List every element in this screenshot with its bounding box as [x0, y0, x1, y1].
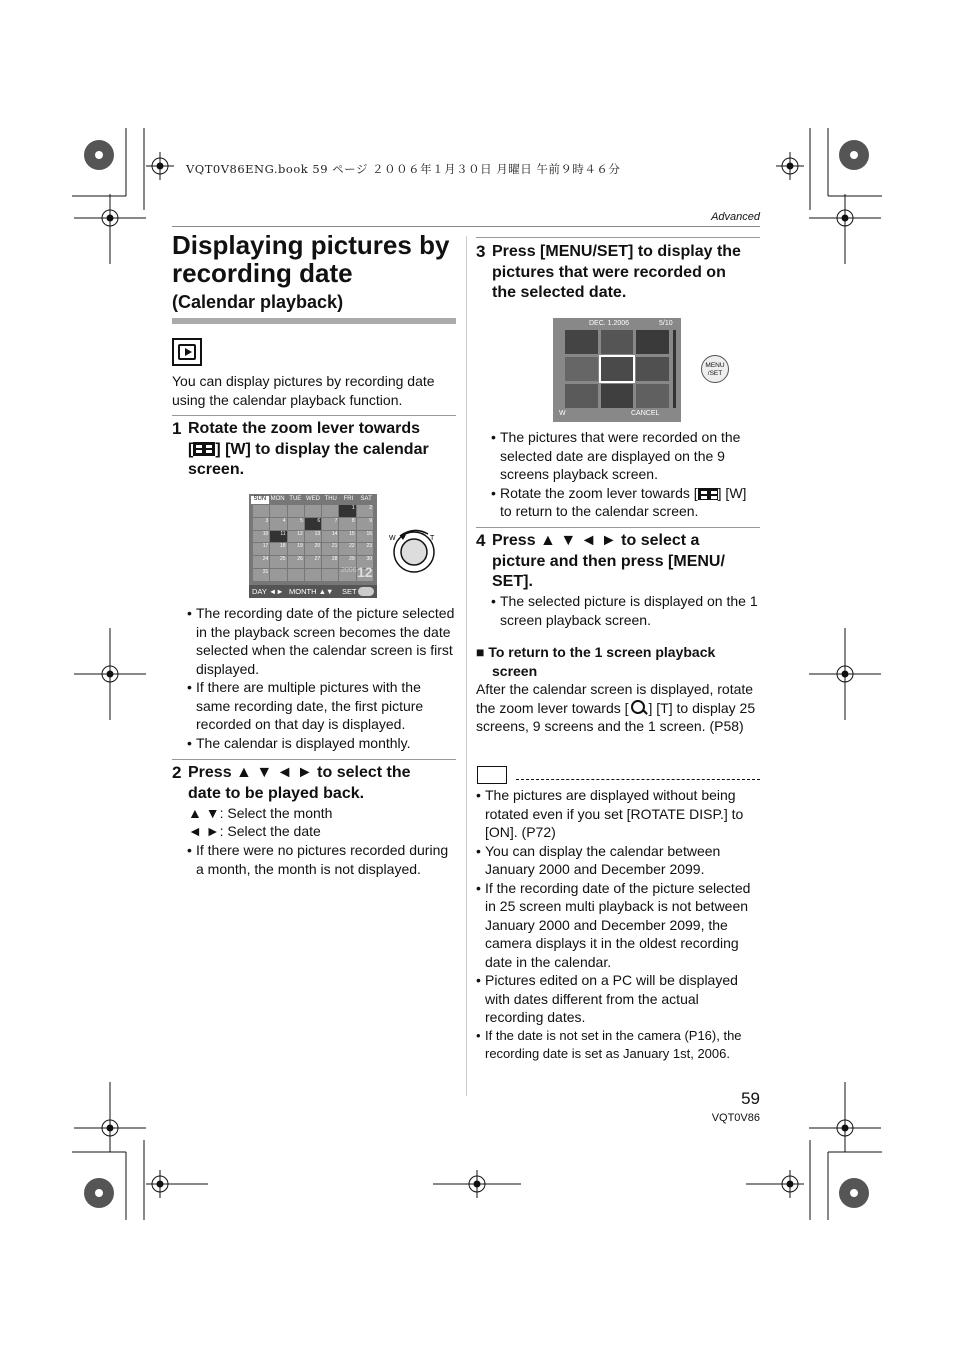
calendar-weekdays	[251, 496, 375, 504]
step-3	[476, 242, 766, 304]
calendar-day: 23	[357, 543, 373, 555]
weekday-label: THU	[324, 496, 337, 502]
column-divider	[466, 236, 467, 1096]
calendar-day: 3	[253, 518, 269, 530]
step-3-bullet: • The pictures that were recorded on the selected date are displayed on the 9 screens playback screen.	[491, 428, 759, 484]
thumbnail	[565, 357, 598, 381]
calendar-day: 1	[339, 505, 355, 517]
playback-mode-icon	[172, 338, 202, 366]
calendar-day	[288, 505, 304, 517]
footer-day-label: DAY	[252, 587, 267, 596]
step-2	[172, 763, 462, 804]
calendar-day: 30	[357, 556, 373, 568]
thumbnail	[601, 384, 634, 408]
step-4-line: SET].	[492, 573, 533, 590]
note-item: • The pictures are displayed without being rotated even if you set [ROTATE DISP.] to [ON]. (P72)	[476, 786, 760, 842]
note-item: • If the recording date of the picture selected in 25 screen multi playback is not between January 2000 and December 2099, the camera displays it in the oldest recording date in the calendar.	[476, 879, 760, 972]
return-heading-line: ■ To return to the 1 screen playback	[476, 644, 716, 660]
calendar-day: 9	[357, 518, 373, 530]
calendar-day: 29	[339, 556, 355, 568]
intro-text: You can display pictures by recording date using the calendar playback function.	[172, 373, 435, 408]
step-4-line: Press ▲ ▼ ◄ ► to select a	[492, 532, 700, 549]
screen-date: DEC. 1.2006	[589, 320, 630, 327]
calendar-day: 31	[253, 569, 269, 581]
calendar-day	[270, 505, 286, 517]
multi-playback-icon	[698, 488, 718, 500]
note-dashes	[516, 769, 760, 780]
calendar-day: 14	[322, 531, 338, 543]
page-title	[172, 231, 462, 287]
step-number: 3	[476, 242, 486, 261]
step-2-bullet: • If there were no pictures recorded during a month, the month is not displayed.	[187, 841, 455, 878]
step-1-bullet-list	[187, 604, 455, 752]
divider	[172, 759, 456, 760]
calendar-day: 2	[357, 505, 373, 517]
top-rule	[172, 226, 760, 227]
return-text-part: ] [T] to display 25 screens, 9 screens and the 1 screen. (P58)	[476, 699, 756, 734]
step-1-bullet: • If there are multiple pictures with the same recording date, the first picture recorded on that day is displayed.	[187, 678, 455, 734]
calendar-day: 7	[322, 518, 338, 530]
step-number: 1	[172, 419, 182, 438]
calendar-day	[322, 505, 338, 517]
menu-set-button: MENU /SET	[701, 355, 729, 383]
step-1-line: [	[188, 440, 194, 458]
step-3-bullet	[491, 484, 759, 521]
step-4-line: picture and then press [MENU/	[492, 552, 725, 570]
calendar-screen	[249, 494, 377, 598]
footer-month: MONTH ▲▼	[289, 587, 334, 596]
calendar-day: 22	[339, 543, 355, 555]
calendar-year: 2006	[341, 567, 357, 574]
calendar-day: 10	[253, 531, 269, 543]
screen-count: 5/10	[659, 320, 673, 327]
footer-set: SET	[342, 587, 357, 596]
thumbnail	[636, 357, 669, 381]
step-3-bullet-text: ] [W] to return to the calendar screen.	[500, 484, 747, 519]
calendar-day	[270, 569, 286, 581]
step-number: 2	[172, 763, 182, 782]
magnifier-icon	[631, 700, 645, 714]
updown-instruction: ▲ ▼: Select the month	[188, 805, 333, 821]
footer-month-label: MONTH	[289, 587, 317, 596]
thumbnail	[565, 330, 598, 354]
lever-w-label: W	[389, 535, 396, 542]
calendar-day: 18	[270, 543, 286, 555]
notes-list	[476, 786, 760, 1064]
model-code: VQT0V86	[711, 1112, 760, 1124]
footer-day: DAY ◄►	[252, 587, 284, 596]
page-number: 59	[741, 1089, 760, 1108]
step-2-line: date to be played back.	[188, 784, 365, 802]
return-text	[476, 680, 760, 736]
divider	[476, 527, 760, 528]
thumbnail	[565, 384, 598, 408]
thumbnail	[601, 357, 634, 381]
note-item: • Pictures edited on a PC will be displayed with dates different from the actual recording dates.	[476, 971, 760, 1027]
calendar-day: 13	[305, 531, 321, 543]
weekday-label: TUE	[289, 496, 302, 502]
step-1-bullet: • The recording date of the picture selected in the playback screen becomes the date selected when the calendar screen is first displayed.	[187, 604, 455, 678]
thumbnail	[636, 384, 669, 408]
title-bar	[172, 318, 456, 324]
calendar-day: 27	[305, 556, 321, 568]
note-item: • You can display the calendar between January 2000 and December 2099.	[476, 842, 760, 879]
calendar-day: 8	[339, 518, 355, 530]
weekday-label: MON	[270, 496, 285, 502]
calendar-day: 15	[339, 531, 355, 543]
calendar-day: 5	[288, 518, 304, 530]
step-4	[476, 531, 766, 593]
calendar-day	[322, 569, 338, 581]
calendar-day: 28	[322, 556, 338, 568]
calendar-day: 20	[305, 543, 321, 555]
calendar-day: 25	[270, 556, 286, 568]
step-4-notes	[491, 592, 759, 629]
subtitle: (Calendar playback)	[172, 292, 344, 312]
calendar-day: 4	[270, 518, 286, 530]
calendar-month: 12	[357, 564, 373, 580]
step-3-notes	[491, 428, 759, 521]
divider	[172, 415, 456, 416]
step-1-notes	[187, 604, 455, 752]
thumbnail-grid	[565, 330, 669, 408]
calendar-day: 17	[253, 543, 269, 555]
note-icon	[477, 766, 507, 784]
divider	[476, 237, 760, 238]
calendar-day: 26	[288, 556, 304, 568]
file-stamp: VQT0V86ENG.book 59 ページ ２００６年１月３０日 月曜日 午前９時４６分	[186, 162, 621, 176]
calendar-day: 24	[253, 556, 269, 568]
step-4-bullet: • The selected picture is displayed on the 1 screen playback screen.	[491, 592, 759, 629]
return-heading	[476, 643, 766, 681]
calendar-footer	[249, 585, 377, 598]
thumbnail	[636, 330, 669, 354]
return-heading-line: screen	[492, 663, 538, 679]
calendar-day	[305, 569, 321, 581]
thumbnail	[601, 330, 634, 354]
step-3-line: Press [MENU/SET] to display the	[492, 243, 741, 260]
step-2-notes	[187, 841, 455, 878]
scroll-bar	[673, 330, 676, 408]
weekday-label: SAT	[360, 496, 372, 502]
weekday-label: SUN	[251, 496, 269, 504]
title-line-1: Displaying pictures by	[172, 230, 450, 260]
calendar-day: 11	[270, 531, 286, 543]
step-1-bullet: • The calendar is displayed monthly.	[187, 734, 455, 753]
step-3-line: pictures that were recorded on	[492, 263, 726, 281]
screen-w: W	[559, 410, 566, 417]
step-1-line: Rotate the zoom lever towards	[188, 420, 421, 437]
weekday-label: WED	[306, 496, 321, 502]
step-1-line: screen.	[188, 461, 245, 478]
step-3-line: the selected date.	[492, 284, 627, 301]
screen-cancel: CANCEL	[631, 410, 660, 417]
calendar-day: 6	[305, 518, 321, 530]
multi-playback-icon	[193, 442, 215, 456]
calendar-day: 21	[322, 543, 338, 555]
calendar-day: 12	[288, 531, 304, 543]
step-1-line: ] [W] to display the calendar	[215, 440, 429, 458]
note-item: • If the date is not set in the camera (P16), the recording date is set as January 1st, 2006.	[476, 1027, 760, 1064]
lever-t-label: T	[430, 535, 435, 542]
nine-screen-playback	[553, 318, 681, 422]
weekday-label: FRI	[343, 496, 354, 502]
step-1	[172, 419, 462, 481]
notes	[476, 786, 760, 1064]
zoom-lever-illustration	[382, 520, 444, 576]
menu-set-icon	[358, 587, 374, 596]
return-text-part: After the calendar screen is displayed, rotate the zoom lever towards [	[476, 681, 754, 716]
section-label: Advanced	[711, 211, 760, 223]
title-line-2: recording date	[172, 258, 353, 288]
step-number: 4	[476, 531, 486, 550]
step-2-line: Press ▲ ▼ ◄ ► to select the	[188, 764, 411, 781]
leftright-instruction: ◄ ►: Select the date	[188, 823, 321, 839]
calendar-day	[288, 569, 304, 581]
calendar-day: 16	[357, 531, 373, 543]
step-3-bullet-text: Rotate the zoom lever towards [	[500, 484, 698, 501]
calendar-day: 19	[288, 543, 304, 555]
calendar-day	[305, 505, 321, 517]
calendar-day	[253, 505, 269, 517]
